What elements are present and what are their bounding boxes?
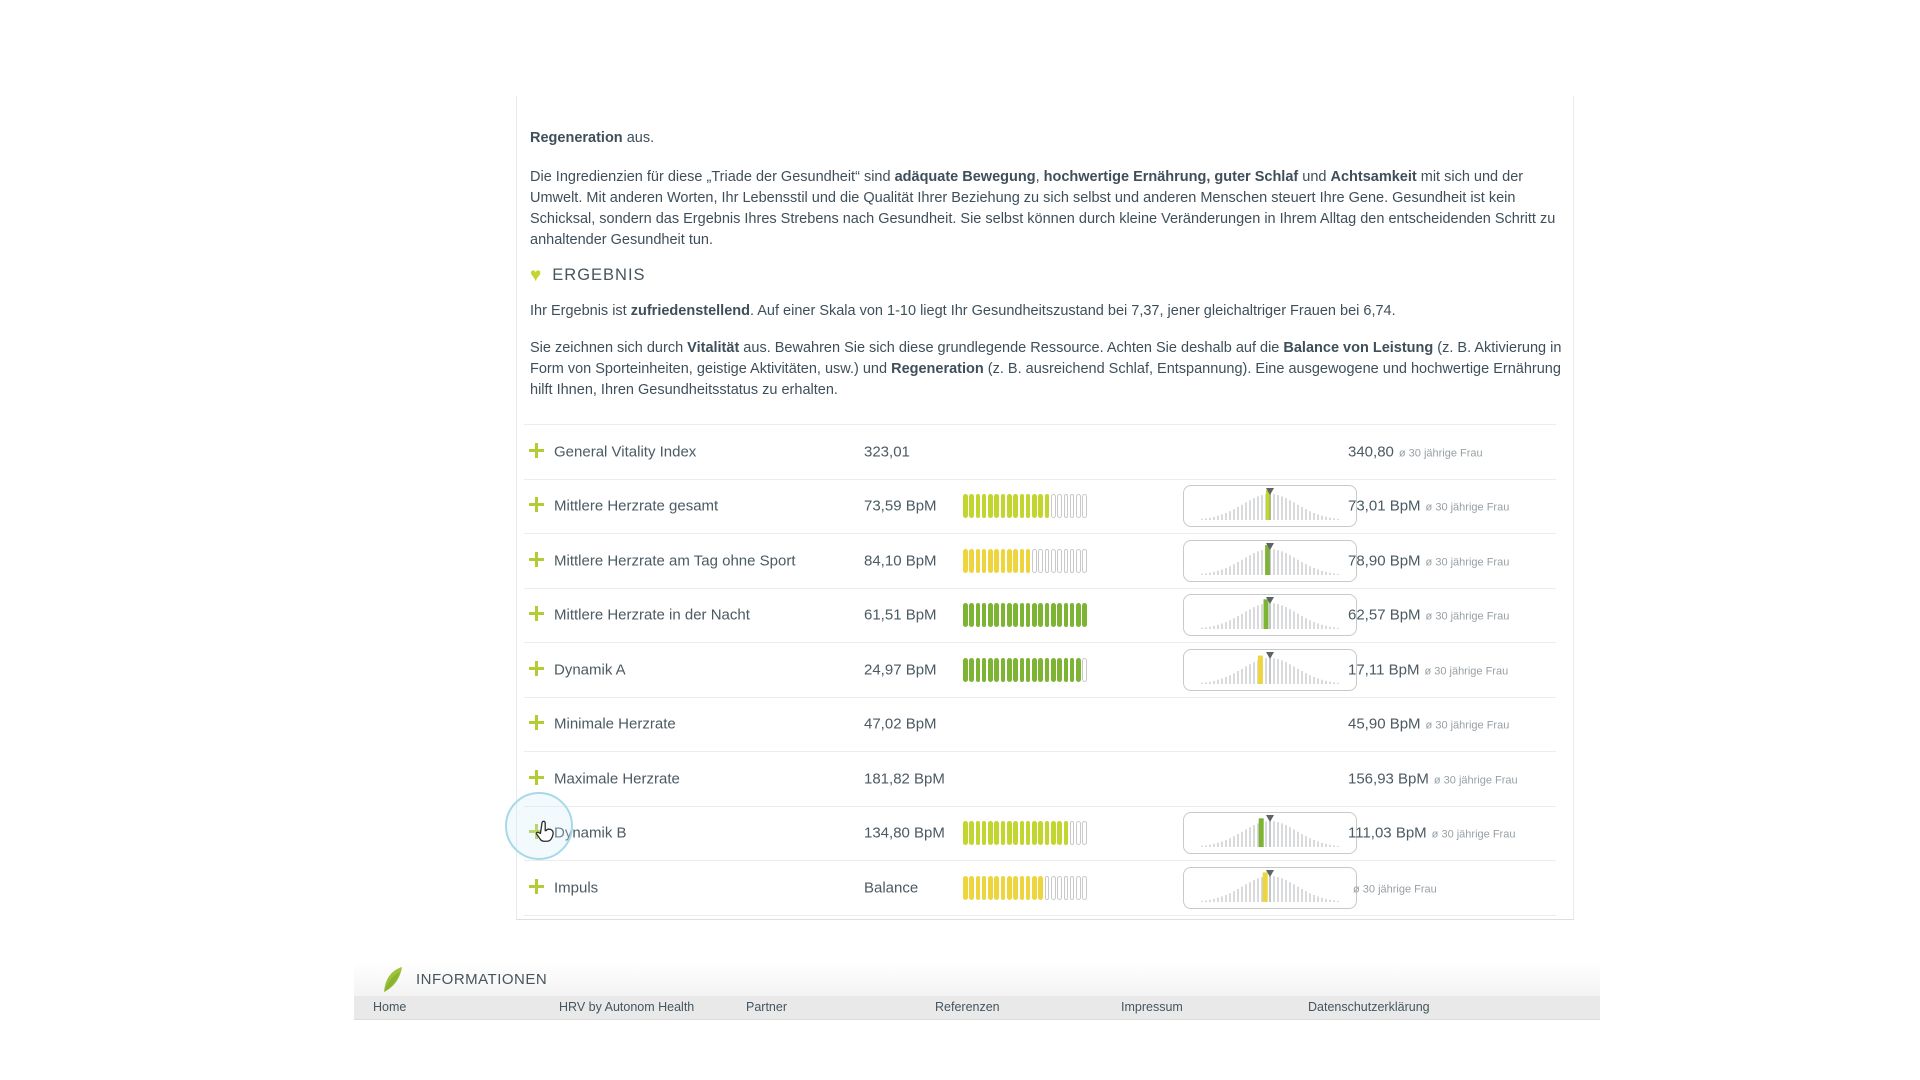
bar-segment-empty (1051, 494, 1056, 518)
bar-segment-filled (1020, 494, 1025, 518)
bar-segment-filled (1001, 821, 1006, 845)
metric-value: Balance (864, 879, 919, 897)
expand-metric-button[interactable] (528, 551, 548, 571)
bar-segment-empty (1064, 494, 1069, 518)
bar-segment-filled (1064, 658, 1069, 682)
table-row (524, 533, 1556, 588)
average-value: 45,90 BpM (1348, 715, 1421, 733)
metric-bar (963, 494, 1089, 518)
bar-segment-filled (1020, 658, 1025, 682)
bar-segment-filled (969, 821, 974, 845)
average-suffix: ø 30 jährige Frau (1353, 883, 1437, 896)
expand-metric-button[interactable] (528, 496, 548, 516)
metric-label: Dynamik B (554, 824, 627, 842)
bar-segment-empty (1070, 876, 1075, 900)
bar-segment-filled (1001, 549, 1006, 573)
bar-segment-empty (1064, 876, 1069, 900)
bar-segment-filled (1001, 658, 1006, 682)
bar-segment-empty (1076, 494, 1081, 518)
bar-segment-filled (969, 603, 974, 627)
heart-icon: ♥ (530, 265, 542, 286)
bar-segment-empty (1045, 876, 1050, 900)
bar-segment-filled (1032, 603, 1037, 627)
table-row (524, 806, 1556, 861)
bar-segment-filled (976, 658, 981, 682)
bar-segment-filled (1057, 658, 1062, 682)
table-row (524, 588, 1556, 643)
bar-segment-filled (988, 494, 993, 518)
bar-segment-empty (1064, 549, 1069, 573)
distribution-widget (1183, 485, 1357, 527)
bar-segment-empty (1076, 549, 1081, 573)
metric-bar (963, 603, 1089, 627)
table-row (524, 751, 1556, 806)
average-suffix: ø 30 jährige Frau (1431, 828, 1516, 841)
average-value: 73,01 BpM (1348, 497, 1421, 515)
average-value: 111,03 BpM (1348, 824, 1427, 842)
expand-metric-button[interactable] (528, 605, 548, 625)
metric-value: 61,51 BpM (864, 606, 937, 624)
bar-segment-filled (969, 876, 974, 900)
bar-segment-filled (1070, 658, 1075, 682)
bar-segment-filled (1032, 876, 1037, 900)
bar-segment-filled (994, 494, 999, 518)
bar-segment-empty (1082, 821, 1087, 845)
value-band (1264, 600, 1269, 630)
metric-bar (963, 821, 1089, 845)
bar-segment-filled (1038, 658, 1043, 682)
bar-segment-empty (1076, 821, 1081, 845)
metric-value: 134,80 BpM (864, 824, 945, 842)
bar-segment-filled (982, 876, 987, 900)
bar-segment-filled (994, 603, 999, 627)
intro-fragment (530, 128, 1575, 149)
bar-segment-filled (963, 603, 968, 627)
text-segment: Die Ingredienzien für diese „Triade der Gesundheit“ sind (530, 169, 895, 185)
metric-label: Minimale Herzrate (554, 715, 676, 733)
average-suffix: ø 30 jährige Frau (1433, 774, 1518, 787)
bar-segment-filled (1007, 821, 1012, 845)
text-segment: und (1298, 169, 1331, 185)
bar-segment-empty (1082, 494, 1087, 518)
bar-segment-filled (1020, 549, 1025, 573)
footer-links (354, 996, 1600, 1020)
value-band (1265, 545, 1270, 575)
distribution-curve (1184, 868, 1354, 906)
average-group (1348, 607, 1509, 624)
text-segment: aus. Bewahren Sie sich diese grundlegende Ressource. Achten Sie deshalb auf die (739, 340, 1284, 356)
bar-segment-filled (1007, 549, 1012, 573)
expand-metric-button[interactable] (528, 442, 548, 462)
bar-segment-filled (1076, 603, 1081, 627)
bar-segment-filled (1051, 603, 1056, 627)
value-band (1258, 655, 1263, 683)
value-band (1259, 819, 1264, 848)
average-marker (1266, 652, 1274, 659)
bar-segment-filled (976, 603, 981, 627)
average-group (1348, 825, 1515, 842)
bar-segment-filled (1038, 876, 1043, 900)
text-segment: hochwertige Ernährung, guter Schlaf (1043, 169, 1299, 185)
bar-segment-filled (1032, 821, 1037, 845)
average-value: 17,11 BpM (1348, 661, 1420, 679)
bar-segment-empty (1057, 549, 1062, 573)
expand-metric-button[interactable] (528, 769, 548, 789)
expand-metric-button[interactable] (528, 660, 548, 680)
average-group (1348, 716, 1509, 733)
average-suffix: ø 30 jährige Frau (1425, 610, 1510, 623)
metric-value: 24,97 BpM (864, 661, 937, 679)
bar-segment-filled (963, 658, 968, 682)
average-value: 340,80 (1348, 443, 1394, 461)
bar-segment-filled (1045, 821, 1050, 845)
bar-segment-empty (1032, 549, 1037, 573)
bar-segment-filled (1064, 821, 1069, 845)
bar-segment-filled (1038, 821, 1043, 845)
bar-segment-filled (1001, 876, 1006, 900)
expand-metric-button[interactable] (528, 714, 548, 734)
metric-label: Mittlere Herzrate in der Nacht (554, 606, 750, 624)
text-segment: adäquate Bewegung (894, 169, 1036, 185)
bar-segment-filled (1013, 494, 1018, 518)
bar-segment-empty (1082, 658, 1087, 682)
bar-segment-filled (1051, 658, 1056, 682)
average-suffix: ø 30 jährige Frau (1425, 501, 1510, 514)
bar-segment-filled (963, 494, 968, 518)
table-row (524, 642, 1556, 697)
distribution-curve (1184, 650, 1354, 688)
footer-link-datenschutzerkl-rung[interactable]: Datenschutzerklärung (1308, 1000, 1430, 1014)
text-segment: mit sich und der Umwelt. Mit anderen Worten, Ihr Lebensstil und die Qualität Ihrer Beziehung zu sich selbst und anderen Menschen steuert Ihre Gene. Gesundheit ist kein Schicksal, sondern das Ergebnis Ihres Strebens nach Gesundheit. Sie selbst können durch kleine Veränderungen in Ihrem Alltag den entscheidenden Schritt zu anhaltender Gesundheit tun. (530, 169, 1556, 248)
leaf-icon (378, 964, 406, 994)
distribution-widget (1183, 540, 1357, 582)
bar-segment-empty (1070, 494, 1075, 518)
bar-segment-filled (994, 658, 999, 682)
footer-link-hrv-by-autonom-health[interactable]: HRV by Autonom Health (559, 1000, 695, 1014)
average-group (1348, 498, 1509, 515)
text-segment: Achtsamkeit (1330, 169, 1417, 185)
results-paragraph-1 (530, 301, 1575, 322)
bar-segment-filled (1045, 658, 1050, 682)
average-suffix: ø 30 jährige Frau (1425, 556, 1510, 569)
distribution-curve (1184, 595, 1354, 633)
plus-icon (528, 551, 545, 568)
bar-segment-filled (976, 876, 981, 900)
metric-label: Dynamik A (554, 661, 626, 679)
bar-segment-filled (1026, 494, 1031, 518)
text-segment: Vitalität (687, 340, 740, 356)
bar-segment-filled (969, 658, 974, 682)
average-group (1348, 770, 1518, 787)
bar-segment-empty (1070, 549, 1075, 573)
bar-segment-filled (1013, 876, 1018, 900)
plus-icon (528, 605, 545, 622)
table-row (524, 860, 1556, 916)
text-segment: zufriedenstellend (630, 303, 750, 319)
metric-value: 84,10 BpM (864, 552, 937, 570)
bar-segment-filled (1051, 821, 1056, 845)
average-group (1348, 552, 1509, 569)
bar-segment-filled (1007, 494, 1012, 518)
bar-segment-filled (963, 821, 968, 845)
bar-segment-filled (982, 603, 987, 627)
bar-segment-filled (1032, 658, 1037, 682)
plus-icon (528, 442, 545, 459)
bar-segment-filled (1013, 821, 1018, 845)
expand-metric-button[interactable] (528, 878, 548, 898)
table-row (524, 697, 1556, 752)
bar-segment-filled (982, 658, 987, 682)
plus-icon (528, 878, 545, 895)
bar-segment-empty (1057, 876, 1062, 900)
average-group (1348, 443, 1483, 460)
bar-segment-filled (988, 876, 993, 900)
average-suffix: ø 30 jährige Frau (1424, 665, 1509, 678)
footer (354, 962, 1600, 1080)
bar-segment-filled (1026, 549, 1031, 573)
distribution-widget (1183, 812, 1357, 854)
bar-segment-empty (1051, 876, 1056, 900)
metric-bar (963, 876, 1089, 900)
average-value: 62,57 BpM (1348, 606, 1421, 624)
bar-segment-filled (994, 876, 999, 900)
results-section-title: ERGEBNIS (552, 266, 646, 284)
distribution-widget (1183, 867, 1357, 909)
footer-link-home[interactable]: Home (373, 1000, 407, 1014)
text-segment: (z. B. ausreichend Schlaf, Entspannung). Eine ausgewogene und hochwertige Ernährung hilft Ihnen, Ihren Gesundheitsstatus zu erhalten. (530, 361, 1561, 398)
text-segment: (z. B. Aktivierung in Form von Sporteinheiten, geistige Aktivitäten, usw.) und (530, 340, 1562, 377)
distribution-curve (1184, 813, 1354, 851)
metric-label: Maximale Herzrate (554, 770, 680, 788)
bar-segment-filled (1057, 821, 1062, 845)
metric-value: 323,01 (864, 443, 910, 461)
bar-segment-empty (1057, 494, 1062, 518)
average-value: 78,90 BpM (1348, 552, 1421, 570)
text-segment: . Auf einer Skala von 1-10 liegt Ihr Gesundheitszustand bei 7,37, jener gleichaltriger Frauen bei 6,74. (750, 303, 1396, 319)
bar-segment-filled (1013, 603, 1018, 627)
bar-segment-filled (994, 821, 999, 845)
text-segment: Sie zeichnen sich durch (530, 340, 688, 356)
bar-segment-filled (1026, 603, 1031, 627)
metric-bar (963, 549, 1089, 573)
bar-segment-filled (1057, 603, 1062, 627)
text-segment: Regeneration (891, 361, 984, 377)
bar-segment-filled (1082, 603, 1087, 627)
metric-value: 47,02 BpM (864, 715, 937, 733)
bar-segment-filled (1001, 603, 1006, 627)
distribution-curve (1184, 486, 1354, 524)
text-segment: , (1035, 169, 1044, 185)
distribution-curve (1184, 541, 1354, 579)
distribution-widget (1183, 649, 1357, 691)
plus-icon (528, 769, 545, 786)
bar-segment-filled (976, 821, 981, 845)
bar-segment-filled (1007, 658, 1012, 682)
bar-segment-filled (1070, 603, 1075, 627)
intro-paragraph (530, 167, 1575, 251)
bar-segment-filled (1007, 876, 1012, 900)
bar-segment-filled (1045, 494, 1050, 518)
bar-segment-filled (1038, 603, 1043, 627)
bar-segment-filled (1001, 494, 1006, 518)
metric-label: Mittlere Herzrate am Tag ohne Sport (554, 552, 796, 570)
footer-link-impressum[interactable]: Impressum (1121, 1000, 1183, 1014)
text-segment: Balance von Leistung (1283, 340, 1434, 356)
average-value: 156,93 BpM (1348, 770, 1429, 788)
bar-segment-filled (1007, 603, 1012, 627)
bar-segment-empty (1051, 549, 1056, 573)
metric-bar (963, 658, 1089, 682)
bar-segment-empty (1082, 549, 1087, 573)
bar-segment-filled (963, 876, 968, 900)
bar-segment-empty (1045, 549, 1050, 573)
bar-segment-filled (982, 549, 987, 573)
metric-label: Impuls (554, 879, 599, 897)
bar-segment-filled (1020, 876, 1025, 900)
bar-segment-filled (1076, 658, 1081, 682)
bar-segment-filled (969, 494, 974, 518)
results-section-header (530, 266, 646, 285)
text-segment: aus. (622, 130, 655, 146)
bar-segment-empty (1038, 549, 1043, 573)
average-suffix: ø 30 jährige Frau (1425, 719, 1510, 732)
bar-segment-empty (1076, 876, 1081, 900)
plus-icon (528, 660, 545, 677)
bar-segment-filled (994, 549, 999, 573)
bar-segment-filled (1020, 603, 1025, 627)
footer-title: INFORMATIONEN (416, 970, 548, 988)
footer-link-referenzen[interactable]: Referenzen (935, 1000, 1000, 1014)
results-paragraph-2 (530, 338, 1575, 401)
bar-segment-empty (1082, 876, 1087, 900)
text-segment: Ihr Ergebnis ist (530, 303, 631, 319)
average-marker (1266, 815, 1274, 822)
bar-segment-filled (1045, 603, 1050, 627)
distribution-widget (1183, 594, 1357, 636)
bar-segment-filled (1013, 658, 1018, 682)
metrics-table (524, 424, 1556, 916)
metric-label: General Vitality Index (554, 443, 697, 461)
bar-segment-filled (1032, 494, 1037, 518)
bar-segment-empty (1070, 821, 1075, 845)
bar-segment-filled (976, 494, 981, 518)
bar-segment-filled (982, 821, 987, 845)
average-suffix: ø 30 jährige Frau (1398, 447, 1483, 460)
bar-segment-filled (969, 549, 974, 573)
average-group (1348, 879, 1437, 896)
bar-segment-filled (963, 549, 968, 573)
plus-icon (528, 714, 545, 731)
bar-segment-filled (976, 549, 981, 573)
bar-segment-filled (982, 494, 987, 518)
metric-label: Mittlere Herzrate gesamt (554, 497, 719, 515)
hand-cursor-icon (532, 820, 558, 846)
bar-segment-filled (988, 658, 993, 682)
footer-header (378, 964, 547, 994)
bar-segment-filled (988, 549, 993, 573)
bar-segment-filled (1020, 821, 1025, 845)
value-band (1263, 872, 1268, 902)
bar-segment-filled (1026, 821, 1031, 845)
average-group (1348, 661, 1508, 678)
plus-icon (528, 496, 545, 513)
text-segment: Regeneration (530, 130, 623, 146)
table-row (524, 424, 1556, 479)
metric-value: 73,59 BpM (864, 497, 937, 515)
bar-segment-filled (1026, 876, 1031, 900)
bar-segment-filled (1013, 549, 1018, 573)
bar-segment-filled (1038, 494, 1043, 518)
footer-link-partner[interactable]: Partner (746, 1000, 787, 1014)
bar-segment-filled (988, 603, 993, 627)
bar-segment-filled (988, 821, 993, 845)
bar-segment-filled (1064, 603, 1069, 627)
table-row (524, 479, 1556, 534)
bar-segment-filled (1026, 658, 1031, 682)
metric-value: 181,82 BpM (864, 770, 945, 788)
